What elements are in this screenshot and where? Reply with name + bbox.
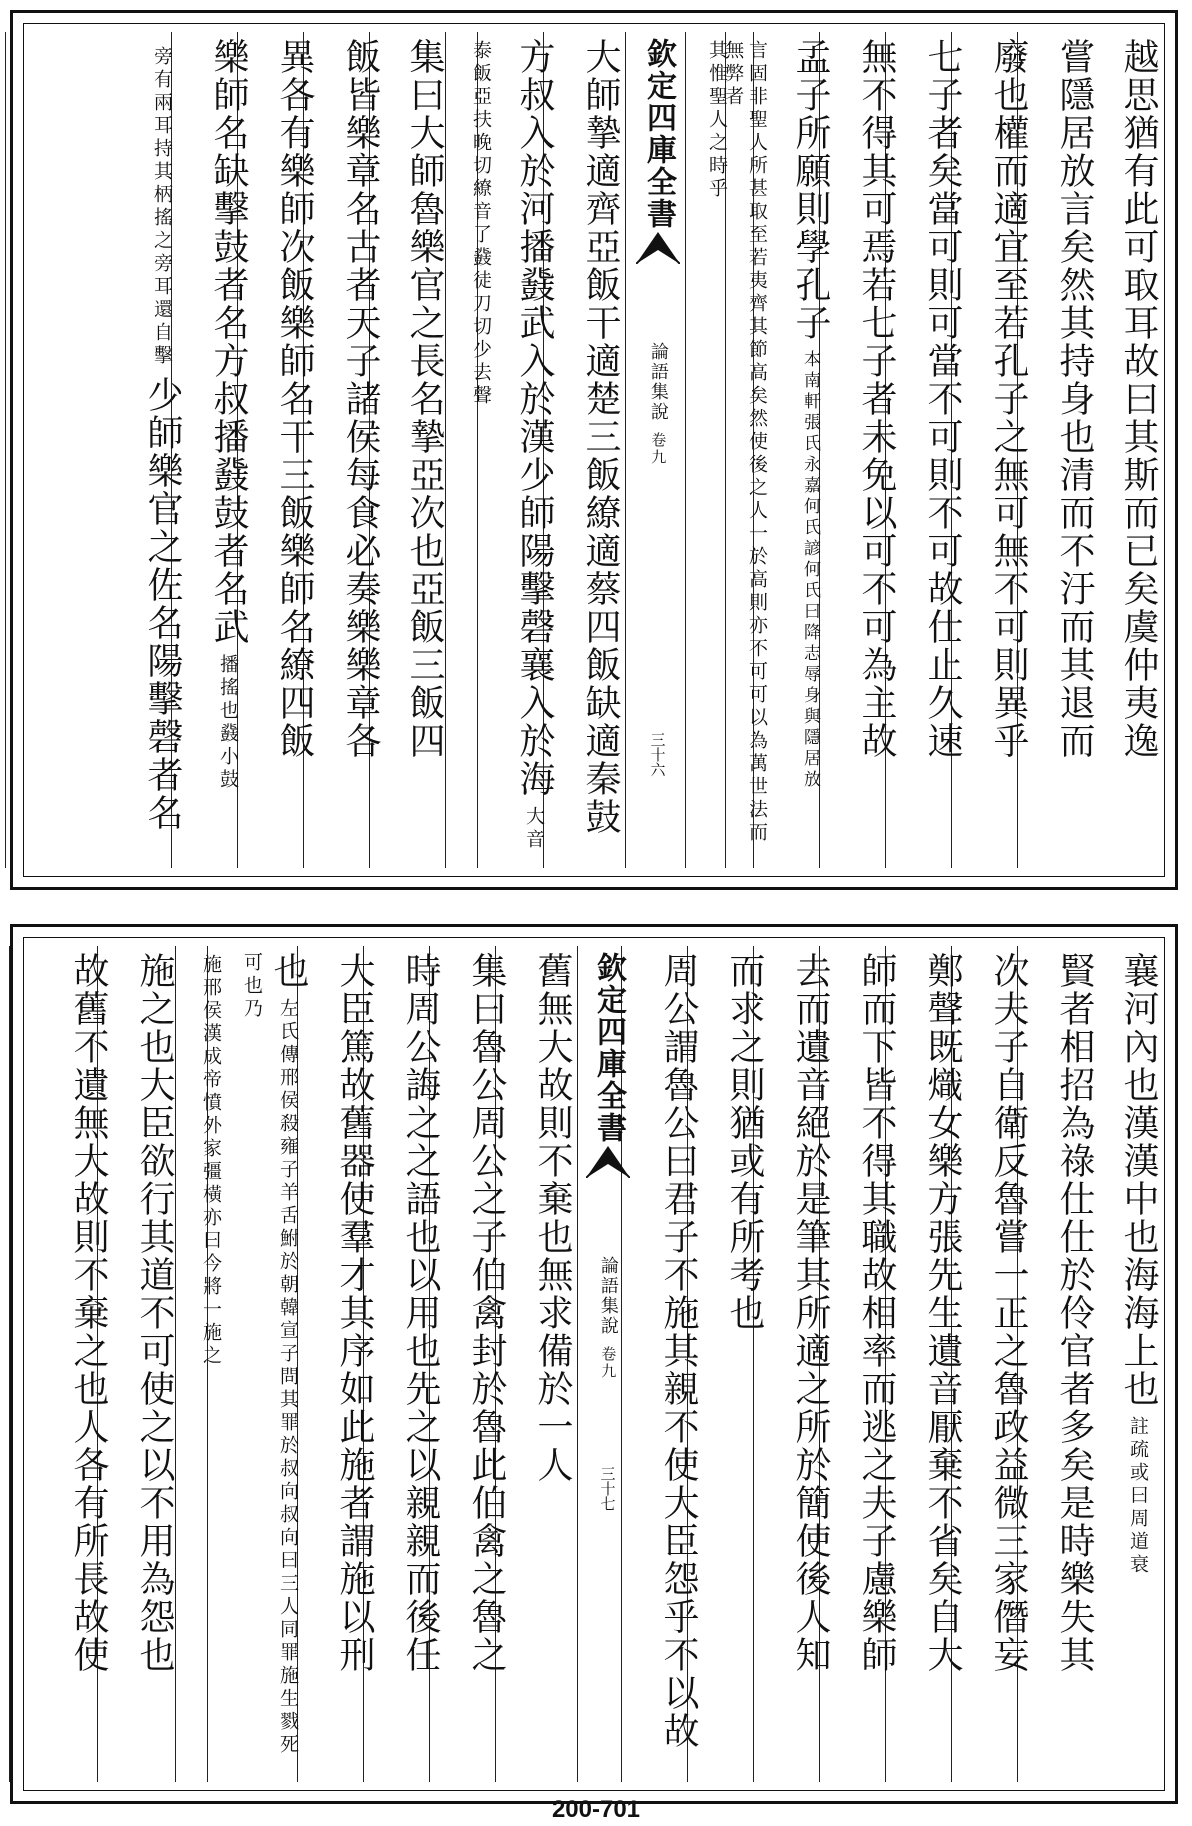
top-page-panel: [10, 10, 1178, 890]
annotation-note: 播搖也鼗小鼓: [217, 654, 239, 792]
text-column: 方叔入於河播鼗武入於漢少師陽擊磬襄入於海大音: [477, 32, 560, 868]
annotation-note: 本南軒張氏永嘉何氏諺何氏曰降志辱身與隱居放: [800, 350, 820, 791]
text-column: 集曰魯公周公之子伯禽封於魯此伯禽之魯之: [429, 946, 512, 1782]
text-column: 故舊不遺無大故則不棄之也人各有所長故使: [9, 946, 114, 1782]
annotation-note: 註疏或曰周道衰: [1127, 1416, 1149, 1577]
volume-number: 卷九: [649, 432, 668, 466]
fishtail-mark-icon: [586, 1142, 630, 1178]
page-number: 三十六: [648, 732, 667, 777]
text-column: 孟子所願則學孔子本南軒張氏永嘉何氏諺何氏曰降志辱身與隱居放: [753, 32, 836, 868]
text-column: 七子者矣當可則可當不可則不可故仕止久速: [885, 32, 968, 868]
annotation-column: 泰飯亞扶晚切繚音了鼗徒刀切少去聲: [445, 32, 494, 868]
annotation-note: 旁有兩耳持其柄搖之旁耳還自擊: [151, 46, 173, 368]
fishtail-mark-icon: [636, 228, 680, 264]
text-column: 襄河內也漢漢中也海海上也註疏或曰周道衰: [1084, 946, 1164, 1782]
page-footer-number: 200-701: [551, 1796, 641, 1823]
book-name: 論語集說: [597, 1256, 619, 1336]
text-column: 次夫子自衛反魯嘗一正之魯政益微三家僭妄: [951, 946, 1034, 1782]
volume-number: 卷九: [599, 1346, 618, 1380]
text-column: 舊無大故則不棄也無求備於一人: [495, 946, 578, 1782]
text-column: 嘗隱居放言矣然其持身也清而不汙而其退而: [1017, 32, 1100, 868]
text-column: 廢也權而適宜至若孔子之無可無不可則異乎: [951, 32, 1034, 868]
text-column: 集曰大師魯樂官之長名摯亞次也亞飯三飯四: [369, 32, 450, 868]
text-column: 師而下皆不得其職故相率而逃之夫子慮樂師: [819, 946, 902, 1782]
page-number: 三十七: [598, 1466, 617, 1511]
text-column: 鄭聲既熾女樂方張先生遺音厭棄不省矣自大: [885, 946, 968, 1782]
text-column: 賢者相招為祿仕仕於伶官者多矣是時樂失其: [1017, 946, 1100, 1782]
text-column: 飯皆樂章名古者天子諸侯每食必奏樂樂章各: [303, 32, 386, 868]
text-column: 越思猶有此可取耳故曰其斯而已矣虞仲夷逸: [1118, 38, 1159, 760]
text-column: 大臣篤故舊器使羣才其序如此施者謂施以刑: [297, 946, 380, 1782]
center-fold: [625, 32, 690, 868]
text-column: 異各有樂師次飯樂師名干三飯樂師名繚四飯: [237, 32, 320, 868]
text-column: 去而遺音絕於是筆其所適之所於簡使後人知: [753, 946, 836, 1782]
text-column: 施之也大臣欲行其道不可使之以不用為怨也: [97, 946, 180, 1782]
annotation-column: 言固非聖人所甚取至若夷齊其節高矣然使後之人一於高則亦不可可以為萬世法而無弊者: [725, 32, 770, 868]
bottom-page-frame: [23, 937, 1165, 1791]
text-column: 無不得其可焉若七子者未免以可不可為主故: [819, 32, 902, 868]
annotation-column: 其惟聖人之時乎: [685, 32, 730, 868]
center-fold: [577, 946, 638, 1782]
top-page-frame: [23, 23, 1165, 877]
text-column: 也左氏傳邢侯殺雍子羊舌鮒於朝韓宣子問其罪於叔向叔向曰三人同罪施生戮死可也乃: [207, 946, 314, 1782]
bottom-page-panel: [10, 924, 1178, 1804]
text-column: 時周公誨之之語也以用也先之以親親而後任: [363, 946, 446, 1782]
text-column: 旁有兩耳持其柄搖之旁耳還自擊少師樂官之佐名陽擊磬者名: [5, 32, 188, 868]
annotation-note: 大音: [523, 806, 545, 852]
annotation-note: 左氏傳邢侯殺雍子羊舌鮒於朝韓宣子問其罪於叔向叔向曰三人同罪施生戮死可也乃: [241, 952, 299, 1757]
annotation-column: 施邢侯漢成帝憤外家彊橫亦曰今將一施之: [175, 946, 224, 1782]
text-column: 周公謂魯公曰君子不施其親不使大臣怨乎不以故: [621, 946, 704, 1782]
book-title: 欽定四庫全書: [641, 38, 676, 230]
text-column: 而求之則猶或有所考也: [687, 946, 770, 1782]
book-title: 欽定四庫全書: [591, 952, 626, 1144]
book-name: 論語集說: [647, 342, 669, 422]
text-column: 大師摯適齊亞飯干適楚三飯繚適蔡四飯缺適秦鼓: [543, 32, 626, 868]
text-column: 樂師名缺擊鼓者名方叔播鼗鼓者名武播搖也鼗小鼓: [171, 32, 254, 868]
